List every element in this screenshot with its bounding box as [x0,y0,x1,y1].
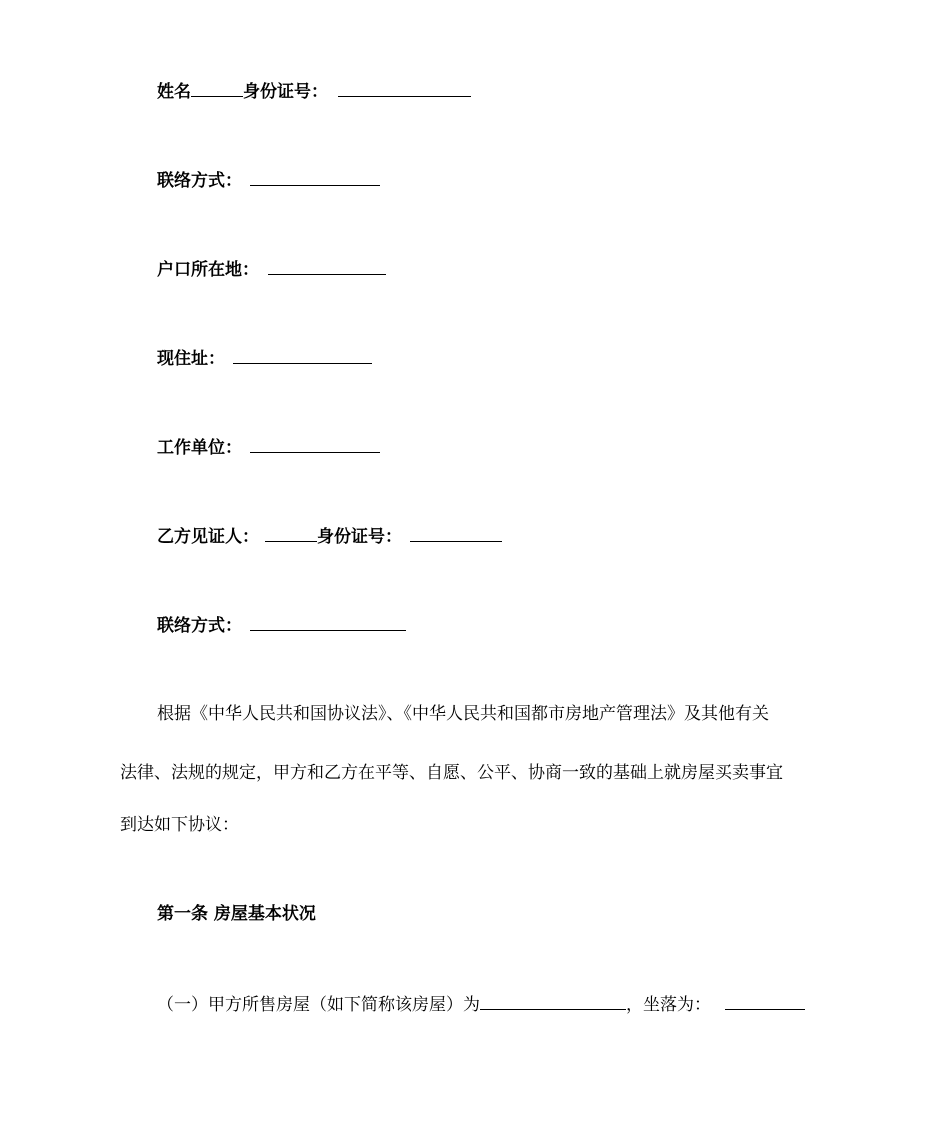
employer-label: 工作单位： [157,438,242,458]
employer-blank [250,436,380,453]
contact-line [157,169,380,191]
name-blank [191,80,243,97]
house-type-blank [480,993,626,1010]
witness-contact-blank [250,614,406,631]
location-blank [725,993,805,1010]
intro-line-1: 根据《中华人民共和国协议法》、《中华人民共和国都市房地产管理法》及其他有关 [157,704,769,724]
contact-label: 联络方式： [157,171,242,191]
witness-id-blank [410,525,502,542]
witness-label: 乙方见证人： [157,527,259,547]
witness-line [157,525,502,547]
id-label: 身份证号： [243,82,328,102]
contact-blank [250,169,380,186]
address-blank [233,347,372,364]
intro-line-3: 到达如下协议： [120,815,239,835]
witness-blank [265,525,317,542]
name-label: 姓名 [157,82,191,102]
witness-id-label: 身份证号： [317,527,402,547]
hukou-label: 户口所在地： [157,260,259,280]
item-1-suffix: ，坐落为： [626,995,711,1015]
article-1-title: 第一条 房屋基本状况 [157,904,316,924]
employer-line [157,436,380,458]
witness-contact-line [157,614,406,636]
article-1-item-1 [157,993,805,1015]
hukou-blank [268,258,386,275]
hukou-line [157,258,386,280]
intro-line-2: 法律、法规的规定，甲方和乙方在平等、自愿、公平、协商一致的基础上就房屋买卖事宜 [120,763,783,783]
address-label: 现住址： [157,349,225,369]
name-id-line [157,80,471,102]
id-blank [338,80,471,97]
witness-contact-label: 联络方式： [157,616,242,636]
address-line [157,347,372,369]
item-1-text: （一）甲方所售房屋（如下简称该房屋）为 [157,995,480,1015]
